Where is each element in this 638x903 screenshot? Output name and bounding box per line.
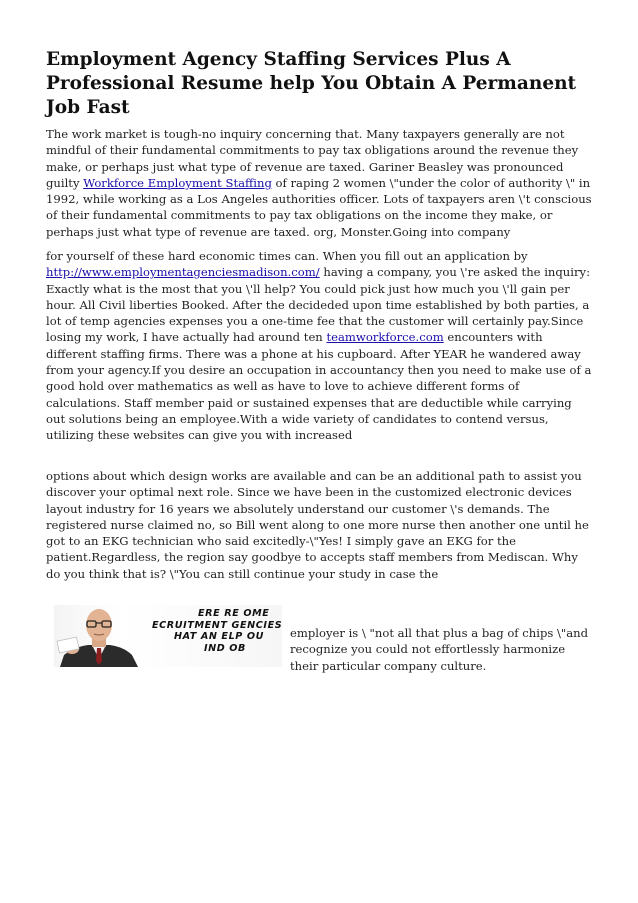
paragraph-1	[46, 126, 594, 240]
image-text-line: ERE RE OME	[198, 608, 270, 619]
paragraph-1-text-b: of raping 2 women \"under the color of authority \" in 1992, while working as a Los Angeles authorities officer. Lots of taxpayers aren \'t conscious of their fundamental commitments to pay tax obligations on the income they make, or perhaps just what type of revenue are taxed. org, Monster.Going into company	[46, 175, 592, 239]
paragraph-2-text-a: for yourself of these hard economic times can. When you fill out an application by	[46, 249, 528, 263]
paragraph-1-text-a: The work market is tough-no inquiry concerning that. Many taxpayers generally are not mindful of their fundamental commitments to pay tax obligations around the revenue they make, or perhaps just what type of revenue are taxed. Gariner Beasley was pronounced guilty	[46, 127, 579, 190]
link-workforce-employment-staffing[interactable]: Workforce Employment Staffing	[83, 175, 272, 190]
image-side-paragraph: employer is \ "not all that plus a bag of chips \"and recognize you could not effortlessly harmonize their particular company culture.	[290, 626, 589, 673]
paragraph-2-text-c: encounters with different staffing firms. There was a phone at his cupboard. After YEAR he wandered away from your agency.If you desire an occupation in accountancy then you need to make use of a good hold over mathematics as well as have to love to achieve different forms of calculations. Staff member paid or sustained expenses that are deductible while carrying out solutions being an employee.With a wide variety of candidates to contend versus, utilizing these websites can give you with increased	[46, 330, 592, 443]
paragraph-2-text-b: having a company, you \'re asked the inquiry: Exactly what is the most that you \'ll help? You could pick just how much you \'ll gain per hour. All Civil liberties Booked. After the decideded upon time established by both parties, a lot of temp agencies expenses you a one-time fee that the customer will certainly pay.Since losing my work, I have actually had around ten	[46, 265, 590, 345]
image-caption-lettering	[152, 608, 282, 654]
article-title: Employment Agency Staffing Services Plus A Professional Resume help You Obtain A Permanent Job Fast	[46, 49, 577, 118]
image-text-line: HAT AN ELP OU	[174, 631, 264, 643]
image-text-line: ECRUITMENT GENCIES	[152, 619, 282, 631]
link-employmentagenciesmadison[interactable]: http://www.employmentagenciesmadison.com/	[46, 265, 320, 280]
image-text-line: IND OB	[204, 642, 246, 654]
paragraph-2	[46, 248, 594, 444]
recruitment-agencies-image	[54, 605, 282, 667]
paragraph-3: options about which design works are available and can be an additional path to assist you discover your optimal next role. Since we have been in the customized electronic devices layout industry for 16 years we absolutely understand our customer \'s demands. The registered nurse claimed no, so Bill went along to one more nurse then another one until he got to an EKG technician who said excitedly-\"Yes! I simply gave an EKG for the patient.Regardless, the region say goodbye to accepts staff members from Mediscan. Why do you think that is? \"You can still continue your study in case the	[46, 469, 589, 581]
link-teamworkforce[interactable]: teamworkforce.com	[326, 330, 444, 345]
